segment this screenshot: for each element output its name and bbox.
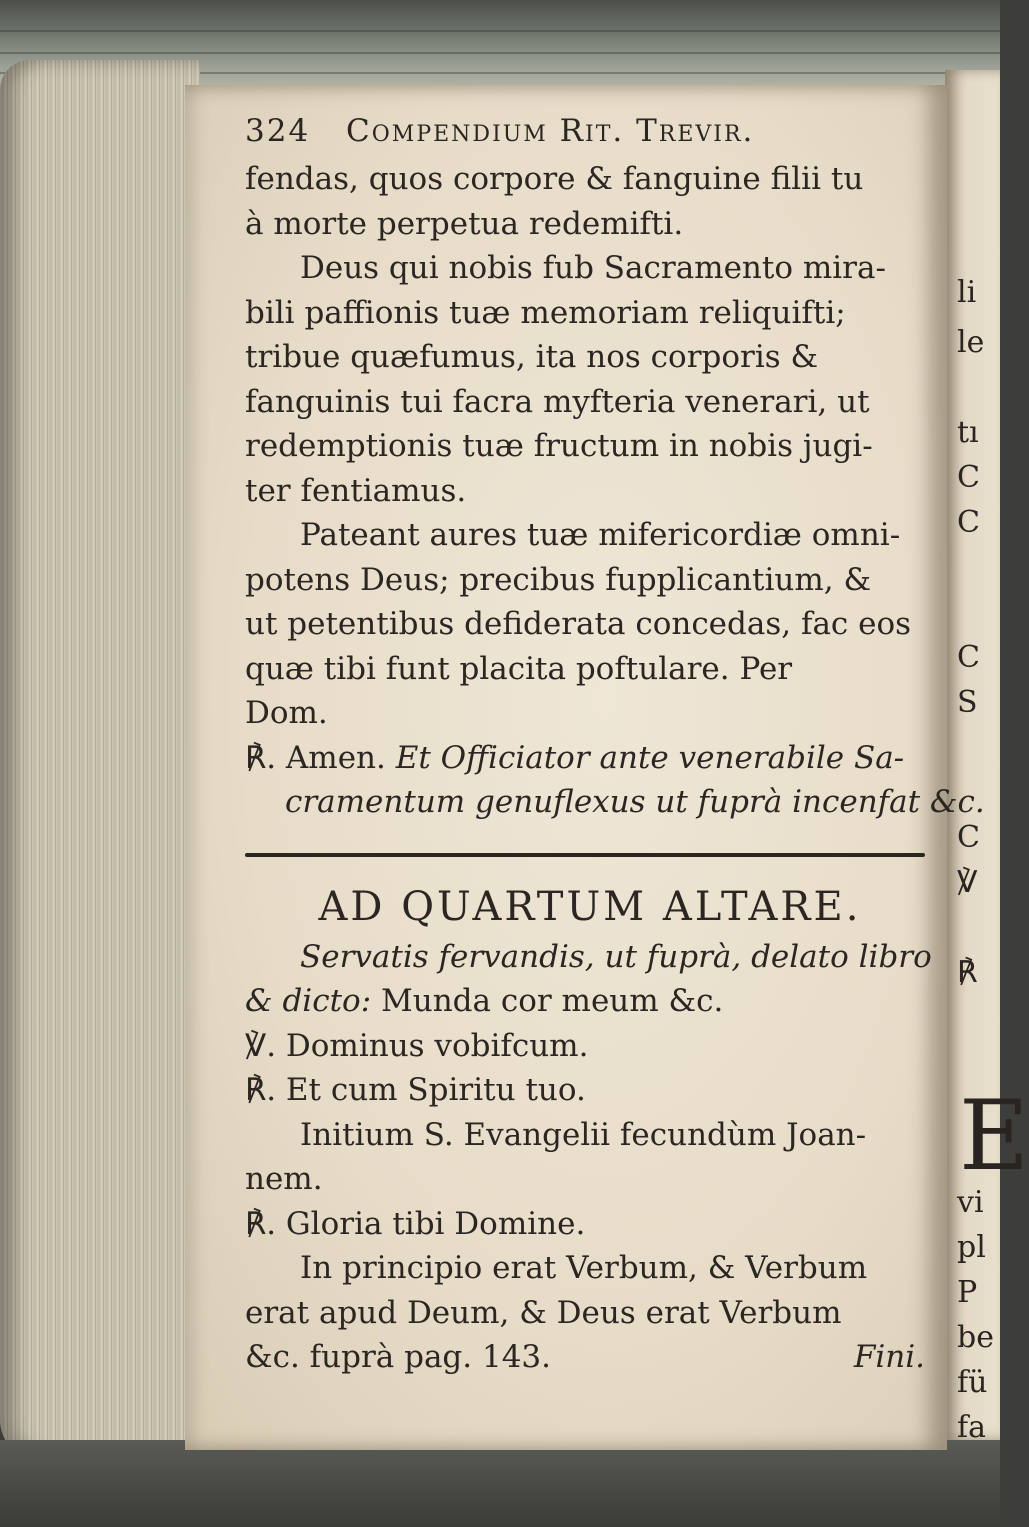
text-line: tribue quæfumus, ita nos corporis & bbox=[245, 339, 819, 375]
running-title: Compendium Rit. Trevir. bbox=[346, 113, 755, 149]
footer-line bbox=[245, 1335, 935, 1380]
text-line: Dom. bbox=[245, 695, 328, 731]
text-line: ter fentiamus. bbox=[245, 472, 467, 509]
section-divider bbox=[245, 853, 925, 857]
text-line-rubric bbox=[245, 736, 935, 781]
rubric-text: Et Officiator ante venerabile Sa- bbox=[395, 739, 905, 776]
facing-fragment: fa bbox=[957, 1410, 986, 1445]
facing-fragment: C bbox=[957, 505, 980, 540]
text-line: à morte perpetua redemifti. bbox=[245, 205, 684, 242]
text-line: fendas, quos corpore & fanguine filii tu bbox=[245, 161, 864, 197]
facing-fragment: ℟ bbox=[957, 955, 978, 990]
facing-fragment: P bbox=[957, 1275, 978, 1310]
text-line: fanguinis tui facra myfteria venerari, ut bbox=[245, 383, 870, 420]
text-line: potens Deus; precibus fupplicantium, & bbox=[245, 561, 872, 598]
catchword: Fini. bbox=[853, 1339, 925, 1375]
facing-fragment: C bbox=[957, 460, 980, 495]
text-line: nem. bbox=[245, 1161, 323, 1197]
facing-fragment: tı bbox=[957, 415, 979, 450]
text-line bbox=[245, 979, 935, 1024]
facing-drop-cap: E bbox=[959, 1080, 1029, 1192]
page-number: 324 bbox=[245, 113, 311, 149]
response-amen: ℟. Amen. bbox=[245, 739, 386, 776]
page-reference: &c. fuprà pag. 143. bbox=[245, 1339, 552, 1375]
text-line: quæ tibi funt placita poftulare. Per bbox=[245, 650, 793, 687]
facing-fragment: C bbox=[957, 640, 980, 675]
versicle-line: ℣. Dominus vobifcum. bbox=[245, 1027, 589, 1064]
text-line: ut petentibus defiderata concedas, fac eos bbox=[245, 606, 912, 642]
rubric-line: cramentum genuflexus ut fuprà incenfat &c. bbox=[285, 784, 985, 820]
facing-fragment: fü bbox=[957, 1365, 988, 1400]
rubric-line: Servatis fervandis, ut fuprà, delato libro bbox=[300, 938, 932, 975]
text-line: Pateant aures tuæ mifericordiæ omni- bbox=[300, 517, 901, 553]
facing-fragment: ℣ bbox=[957, 865, 978, 900]
text-line: In principio erat Verbum, & Verbum bbox=[300, 1250, 868, 1286]
page-edges bbox=[0, 60, 200, 1460]
running-header bbox=[245, 105, 935, 157]
text-line: erat apud Deum, & Deus erat Verbum bbox=[245, 1294, 842, 1331]
facing-fragment: S bbox=[957, 685, 978, 720]
response-line: ℟. Et cum Spiritu tuo. bbox=[245, 1072, 586, 1108]
facing-fragment: vi bbox=[957, 1185, 984, 1220]
response-line: ℟. Gloria tibi Domine. bbox=[245, 1205, 586, 1242]
facing-page bbox=[945, 70, 1029, 1445]
facing-fragment: C bbox=[957, 820, 980, 855]
bottom-shadow bbox=[0, 1440, 1000, 1527]
text-line: bili paffionis tuæ memoriam reliquifti; bbox=[245, 294, 846, 331]
section-title: AD QUARTUM ALTARE. bbox=[318, 883, 862, 930]
text-line: Deus qui nobis fub Sacramento mira- bbox=[300, 250, 886, 286]
facing-fragment: le bbox=[957, 325, 985, 360]
prayer-incipit: Munda cor meum &c. bbox=[381, 983, 724, 1019]
rubric-text: & dicto: bbox=[245, 983, 372, 1019]
text-line: Initium S. Evangelii fecundùm Joan- bbox=[300, 1116, 867, 1153]
facing-fragment: be bbox=[957, 1320, 994, 1355]
facing-fragment: li bbox=[957, 275, 977, 310]
facing-fragment: pl bbox=[957, 1230, 986, 1265]
text-line: redemptionis tuæ fructum in nobis jugi- bbox=[245, 428, 873, 464]
